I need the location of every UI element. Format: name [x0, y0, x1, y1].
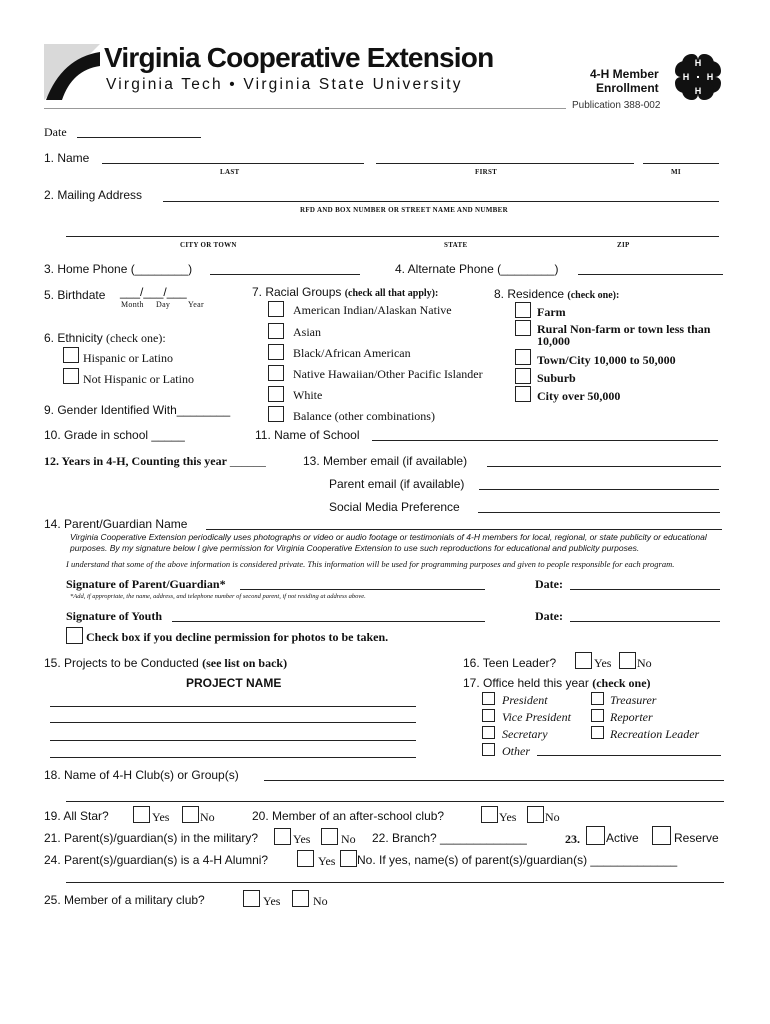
res-label-3: Town/City 10,000 to 50,000	[537, 353, 676, 367]
alumni-no-checkbox[interactable]	[340, 850, 357, 867]
milclub-no-checkbox[interactable]	[292, 890, 309, 907]
club-field-2[interactable]	[66, 801, 724, 802]
date-label	[44, 125, 67, 140]
race-checkbox-5[interactable]	[268, 386, 284, 402]
military-no-label: No	[341, 832, 356, 846]
office-secretary-checkbox[interactable]	[482, 726, 495, 739]
office-vp-label: Vice President	[502, 710, 571, 724]
years-field[interactable]: ______	[229, 454, 266, 468]
office-reporter-checkbox[interactable]	[591, 709, 604, 722]
race-checkbox-1[interactable]	[268, 301, 284, 317]
race-label-2: Asian	[293, 325, 321, 339]
sig-youth-field[interactable]	[172, 621, 485, 622]
military-no-checkbox[interactable]	[321, 828, 338, 845]
sig-youth-label: Signature of Youth	[66, 609, 163, 623]
city-caption: CITY OR TOWN	[180, 241, 237, 249]
sig-youth-date-label: Date:	[535, 609, 563, 623]
q23-label: 23.	[565, 832, 580, 846]
eth-hispanic-checkbox[interactable]	[63, 347, 79, 363]
sig-youth-date-field[interactable]	[570, 621, 720, 622]
office-text: 17. Office held this year	[463, 676, 589, 690]
alt-phone-field[interactable]	[578, 274, 723, 275]
res-checkbox-5[interactable]	[515, 386, 531, 402]
office-secretary-label: Secretary	[502, 727, 548, 741]
vce-logo-mark	[44, 44, 100, 100]
project-name-heading: PROJECT NAME	[186, 676, 282, 690]
form-title-line2: Enrollment	[596, 81, 659, 95]
residence-label	[494, 287, 619, 301]
gender-label[interactable]: 9. Gender Identified With________	[44, 403, 231, 417]
name-mi-caption: MI	[671, 168, 681, 176]
res-label-1: Farm	[537, 305, 566, 319]
sig-parent-label: Signature of Parent/Guardian*	[66, 577, 226, 591]
mailing-street-caption: RFD AND BOX NUMBER OR STREET NAME AND NUMBER	[300, 206, 508, 214]
allstar-no-checkbox[interactable]	[182, 806, 199, 823]
social-media-label: Social Media Preference	[329, 500, 460, 514]
teen-no-checkbox[interactable]	[619, 652, 636, 669]
school-field[interactable]	[372, 440, 718, 441]
res-checkbox-4[interactable]	[515, 368, 531, 384]
res-checkbox-1[interactable]	[515, 302, 531, 318]
alumni-yes-label: Yes	[318, 854, 336, 868]
decline-photo-label: Check box if you decline permission for photos to be taken.	[86, 630, 389, 644]
military-club-label: 25. Member of a military club?	[44, 893, 205, 907]
member-email-field[interactable]	[487, 466, 721, 467]
office-other-field[interactable]	[537, 755, 721, 756]
sig-parent-date-field[interactable]	[570, 589, 720, 590]
military-yes-checkbox[interactable]	[274, 828, 291, 845]
race-label-4: Native Hawaiian/Other Pacific Islander	[293, 367, 483, 381]
parent-email-label: Parent email (if available)	[329, 477, 465, 491]
office-president-label: President	[502, 693, 548, 707]
project-line-4[interactable]	[50, 757, 416, 758]
eth-hispanic-label: Hispanic or Latino	[83, 351, 173, 365]
racial-label	[252, 285, 438, 299]
residence-hint: (check one):	[567, 290, 620, 301]
race-label-1: American Indian/Alaskan Native	[293, 303, 452, 317]
teen-no-label: No	[637, 656, 652, 670]
office-recreation-label: Recreation Leader	[610, 727, 700, 741]
sig-parent-field[interactable]	[240, 589, 485, 590]
race-label-5: White	[293, 388, 323, 402]
res-checkbox-3[interactable]	[515, 349, 531, 365]
reserve-checkbox[interactable]	[652, 826, 671, 845]
office-recreation-checkbox[interactable]	[591, 726, 604, 739]
years-text: 12. Years in 4-H, Counting this year	[44, 454, 227, 468]
office-other-label: Other	[502, 744, 530, 758]
name-last-caption: LAST	[220, 168, 240, 176]
bd-day-caption: Day	[156, 300, 171, 309]
grade-label[interactable]: 10. Grade in school _____	[44, 428, 185, 442]
guardian-field[interactable]	[206, 529, 722, 530]
teen-yes-label: Yes	[594, 656, 612, 670]
bd-month-caption: Month	[121, 300, 144, 309]
project-line-3[interactable]	[50, 740, 416, 741]
projects-hint: (see list on back)	[202, 656, 288, 670]
afterschool-label: 20. Member of an after-school club?	[252, 809, 445, 823]
home-phone-field[interactable]	[210, 274, 360, 275]
member-email-label: 13. Member email (if available)	[303, 454, 468, 468]
residence-text: 8. Residence	[494, 287, 565, 301]
alumni-label: 24. Parent(s)/guardian(s) is a 4-H Alumni?	[44, 853, 269, 867]
afterschool-no-label: No	[545, 810, 560, 824]
mailing-label: 2. Mailing Address	[44, 188, 143, 202]
allstar-yes-checkbox[interactable]	[133, 806, 150, 823]
date-label-text: Date	[44, 125, 67, 139]
office-vp-checkbox[interactable]	[482, 709, 495, 722]
parent-email-field[interactable]	[479, 489, 719, 490]
ethnicity-hint: (check one):	[106, 331, 166, 345]
afterschool-no-checkbox[interactable]	[527, 806, 544, 823]
bd-year-caption: Year	[188, 300, 204, 309]
mailing-street-field[interactable]	[163, 201, 719, 202]
office-president-checkbox[interactable]	[482, 692, 495, 705]
club-label: 18. Name of 4-H Club(s) or Group(s)	[44, 768, 239, 782]
decline-photo-checkbox[interactable]	[66, 627, 83, 644]
name-first-caption: FIRST	[475, 168, 498, 176]
mailing-city-field[interactable]	[66, 236, 719, 237]
project-line-1[interactable]	[50, 706, 416, 707]
name-last-field[interactable]	[102, 163, 364, 164]
projects-label	[44, 656, 287, 671]
teen-yes-checkbox[interactable]	[575, 652, 592, 669]
reserve-label: Reserve	[674, 831, 719, 845]
office-reporter-label: Reporter	[610, 710, 653, 724]
birthdate-field[interactable]: ___/___/___	[120, 285, 187, 299]
name-mi-field[interactable]	[643, 163, 719, 164]
milclub-yes-label: Yes	[263, 894, 281, 908]
res-checkbox-2[interactable]	[515, 320, 531, 336]
res-label-4: Suburb	[537, 371, 576, 385]
header-rule	[44, 108, 566, 109]
allstar-label: 19. All Star?	[44, 809, 109, 823]
office-treasurer-checkbox[interactable]	[591, 692, 604, 705]
svg-text:H: H	[682, 72, 690, 82]
svg-text:H: H	[706, 72, 714, 82]
afterschool-yes-checkbox[interactable]	[481, 806, 498, 823]
ethnicity-text: 6. Ethnicity	[44, 331, 103, 345]
project-line-2[interactable]	[50, 722, 416, 723]
res-label-2: Rural Non-farm or town less than	[537, 322, 711, 336]
name-label: 1. Name	[44, 151, 90, 165]
form-title-line1: 4-H Member	[590, 67, 659, 81]
res-label-5: City over 50,000	[537, 389, 621, 403]
active-label: Active	[606, 831, 639, 845]
teen-leader-label: 16. Teen Leader?	[463, 656, 557, 670]
milclub-yes-checkbox[interactable]	[243, 890, 260, 907]
afterschool-yes-label: Yes	[499, 810, 517, 824]
birthdate-label: 5. Birthdate	[44, 288, 106, 302]
allstar-yes-label: Yes	[152, 810, 170, 824]
svg-text:H: H	[694, 58, 702, 68]
race-checkbox-6[interactable]	[268, 406, 284, 422]
name-first-field[interactable]	[376, 163, 634, 164]
org-subtitle: Virginia Tech • Virginia State University	[106, 76, 463, 93]
alumni-tail-label: No. If yes, name(s) of parent(s)/guardian(s) _____________	[357, 853, 678, 867]
sig-parent-date-label: Date:	[535, 577, 563, 591]
social-media-field[interactable]	[478, 512, 720, 513]
active-checkbox[interactable]	[586, 826, 605, 845]
milclub-no-label: No	[313, 894, 328, 908]
eth-not-hispanic-label: Not Hispanic or Latino	[83, 372, 194, 386]
office-hint: (check one)	[592, 676, 651, 690]
race-checkbox-2[interactable]	[268, 323, 284, 339]
military-label: 21. Parent(s)/guardian(s) in the military?	[44, 831, 259, 845]
alumni-names-field[interactable]	[66, 882, 724, 883]
office-treasurer-label: Treasurer	[610, 693, 657, 707]
zip-caption: ZIP	[617, 241, 630, 249]
alumni-yes-checkbox[interactable]	[297, 850, 314, 867]
svg-text:H: H	[694, 86, 702, 96]
eth-not-hispanic-checkbox[interactable]	[63, 368, 79, 384]
privacy-text: I understand that some of the above information is considered private. This information will be used for programming purposes and given to people responsible for each program.	[66, 559, 675, 569]
race-checkbox-4[interactable]	[268, 365, 284, 381]
clover-icon	[672, 50, 724, 104]
publication-number: Publication 388-002	[572, 100, 661, 111]
sig-note: *Add, if appropriate, the name, address, and telephone number of second parent, if not residing at address above.	[70, 593, 366, 600]
years-label	[44, 454, 266, 469]
photo-consent-text: Virginia Cooperative Extension periodically uses photographs or video or audio footage or testimonials of 4-H members for local, regional, or state publicity or educational purposes. By my signature below I give permission for Virginia Cooperative Extension to use such reproductions for educational and publicity purposes.	[70, 532, 707, 553]
club-field-1[interactable]	[264, 780, 724, 781]
allstar-no-label: No	[200, 810, 215, 824]
office-other-checkbox[interactable]	[482, 743, 495, 756]
state-caption: STATE	[444, 241, 468, 249]
office-label	[463, 676, 651, 691]
military-yes-label: Yes	[293, 832, 311, 846]
race-checkbox-3[interactable]	[268, 344, 284, 360]
home-phone-label: 3. Home Phone (________)	[44, 262, 193, 276]
race-label-6: Balance (other combinations)	[293, 409, 435, 423]
ethnicity-label	[44, 331, 166, 346]
branch-label[interactable]: 22. Branch? _____________	[372, 831, 527, 845]
race-label-3: Black/African American	[293, 346, 411, 360]
projects-text: 15. Projects to be Conducted	[44, 656, 199, 670]
racial-hint: (check all that apply):	[344, 288, 439, 299]
org-title: Virginia Cooperative Extension	[104, 42, 494, 73]
racial-text: 7. Racial Groups	[252, 285, 342, 299]
res-label-2b: 10,000	[537, 334, 570, 348]
alt-phone-label: 4. Alternate Phone (________)	[395, 262, 559, 276]
school-label: 11. Name of School	[255, 428, 360, 442]
date-field[interactable]	[77, 137, 201, 138]
guardian-label: 14. Parent/Guardian Name	[44, 517, 188, 531]
